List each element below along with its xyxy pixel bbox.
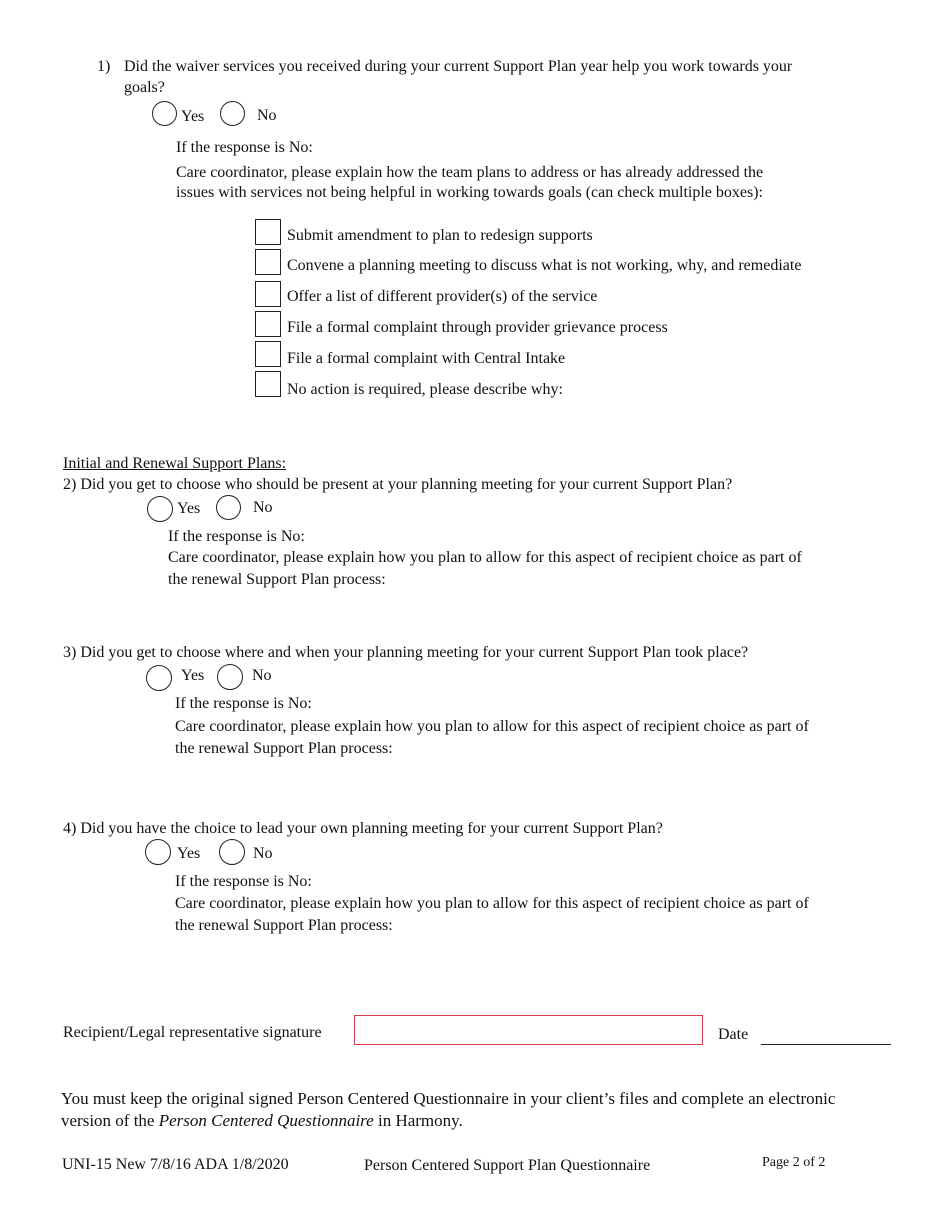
q3-yes-radio[interactable] xyxy=(146,665,172,691)
q2-yes-radio[interactable] xyxy=(147,496,173,522)
q4-yes-radio[interactable] xyxy=(145,839,171,865)
q4-yes-label: Yes xyxy=(177,845,201,862)
q4-if-no: If the response is No: xyxy=(175,873,312,890)
notice-line-2 xyxy=(61,1112,463,1129)
q1-option-label: Offer a list of different provider(s) of the service xyxy=(287,288,598,305)
question-4-text: 4) Did you have the choice to lead your own planning meeting for your current Support Plan? xyxy=(63,820,663,837)
q1-option-label: File a formal complaint with Central Intake xyxy=(287,350,566,367)
q1-option-label: Submit amendment to plan to redesign supports xyxy=(287,227,593,244)
q1-option-checkbox-provider-list[interactable] xyxy=(255,281,281,307)
q1-option-checkbox-no-action[interactable] xyxy=(255,371,281,397)
q3-no-radio[interactable] xyxy=(217,664,243,690)
q1-option-checkbox-planning-meeting[interactable] xyxy=(255,249,281,275)
q3-explain-cont: the renewal Support Plan process: xyxy=(175,740,393,757)
q1-option-label: File a formal complaint through provider grievance process xyxy=(287,319,668,336)
q2-yes-label: Yes xyxy=(177,500,201,517)
q1-option-checkbox-central-intake[interactable] xyxy=(255,341,281,367)
q1-no-radio[interactable] xyxy=(220,101,245,126)
q3-explain: Care coordinator, please explain how you plan to allow for this aspect of recipient choice as part of xyxy=(175,718,809,735)
question-1-text-cont: goals? xyxy=(124,79,165,96)
notice-text-end: in Harmony. xyxy=(373,1111,463,1130)
q4-explain: Care coordinator, please explain how you plan to allow for this aspect of recipient choice as part of xyxy=(175,895,809,912)
q4-no-radio[interactable] xyxy=(219,839,245,865)
q1-no-label: No xyxy=(257,107,277,124)
q2-explain: Care coordinator, please explain how you plan to allow for this aspect of recipient choice as part of xyxy=(168,549,802,566)
date-label: Date xyxy=(718,1026,749,1043)
notice-line-1: You must keep the original signed Person Centered Questionnaire in your client’s files and complete an electronic xyxy=(61,1089,836,1108)
date-field[interactable] xyxy=(761,1044,891,1045)
footer-title: Person Centered Support Plan Questionnaire xyxy=(364,1157,651,1174)
question-1-number: 1) xyxy=(97,58,111,75)
q3-no-label: No xyxy=(252,667,272,684)
notice-text: version of the xyxy=(61,1111,159,1130)
question-1-text: Did the waiver services you received during your current Support Plan year help you work towards your xyxy=(124,58,793,75)
footer-form-id: UNI-15 New 7/8/16 ADA 1/8/2020 xyxy=(62,1156,289,1173)
q1-explain: Care coordinator, please explain how the team plans to address or has already addressed the xyxy=(176,164,764,181)
q4-no-label: No xyxy=(253,845,273,862)
q3-if-no: If the response is No: xyxy=(175,695,312,712)
q1-yes-radio[interactable] xyxy=(152,101,177,126)
q1-option-label: No action is required, please describe why: xyxy=(287,381,563,398)
footer-page-number: Page 2 of 2 xyxy=(762,1155,826,1170)
q4-explain-cont: the renewal Support Plan process: xyxy=(175,917,393,934)
q2-if-no: If the response is No: xyxy=(168,528,305,545)
q1-if-no: If the response is No: xyxy=(176,139,313,156)
q1-explain-cont: issues with services not being helpful in working towards goals (can check multiple boxes): xyxy=(176,184,763,201)
notice-form-name: Person Centered Questionnaire xyxy=(158,1111,374,1130)
q1-option-checkbox-provider-grievance[interactable] xyxy=(255,311,281,337)
q2-no-label: No xyxy=(253,499,273,516)
q1-option-checkbox-amendment[interactable] xyxy=(255,219,281,245)
question-3-text: 3) Did you get to choose where and when your planning meeting for your current Support Plan took place? xyxy=(63,644,749,661)
question-2-text: 2) Did you get to choose who should be present at your planning meeting for your current Support Plan? xyxy=(63,476,733,493)
q1-yes-label: Yes xyxy=(181,108,205,125)
q1-option-label: Convene a planning meeting to discuss what is not working, why, and remediate xyxy=(287,257,802,274)
signature-label: Recipient/Legal representative signature xyxy=(63,1024,322,1041)
q3-yes-label: Yes xyxy=(181,667,205,684)
signature-field[interactable] xyxy=(354,1015,703,1045)
section-heading: Initial and Renewal Support Plans: xyxy=(63,455,287,472)
q2-no-radio[interactable] xyxy=(216,495,241,520)
q2-explain-cont: the renewal Support Plan process: xyxy=(168,571,386,588)
